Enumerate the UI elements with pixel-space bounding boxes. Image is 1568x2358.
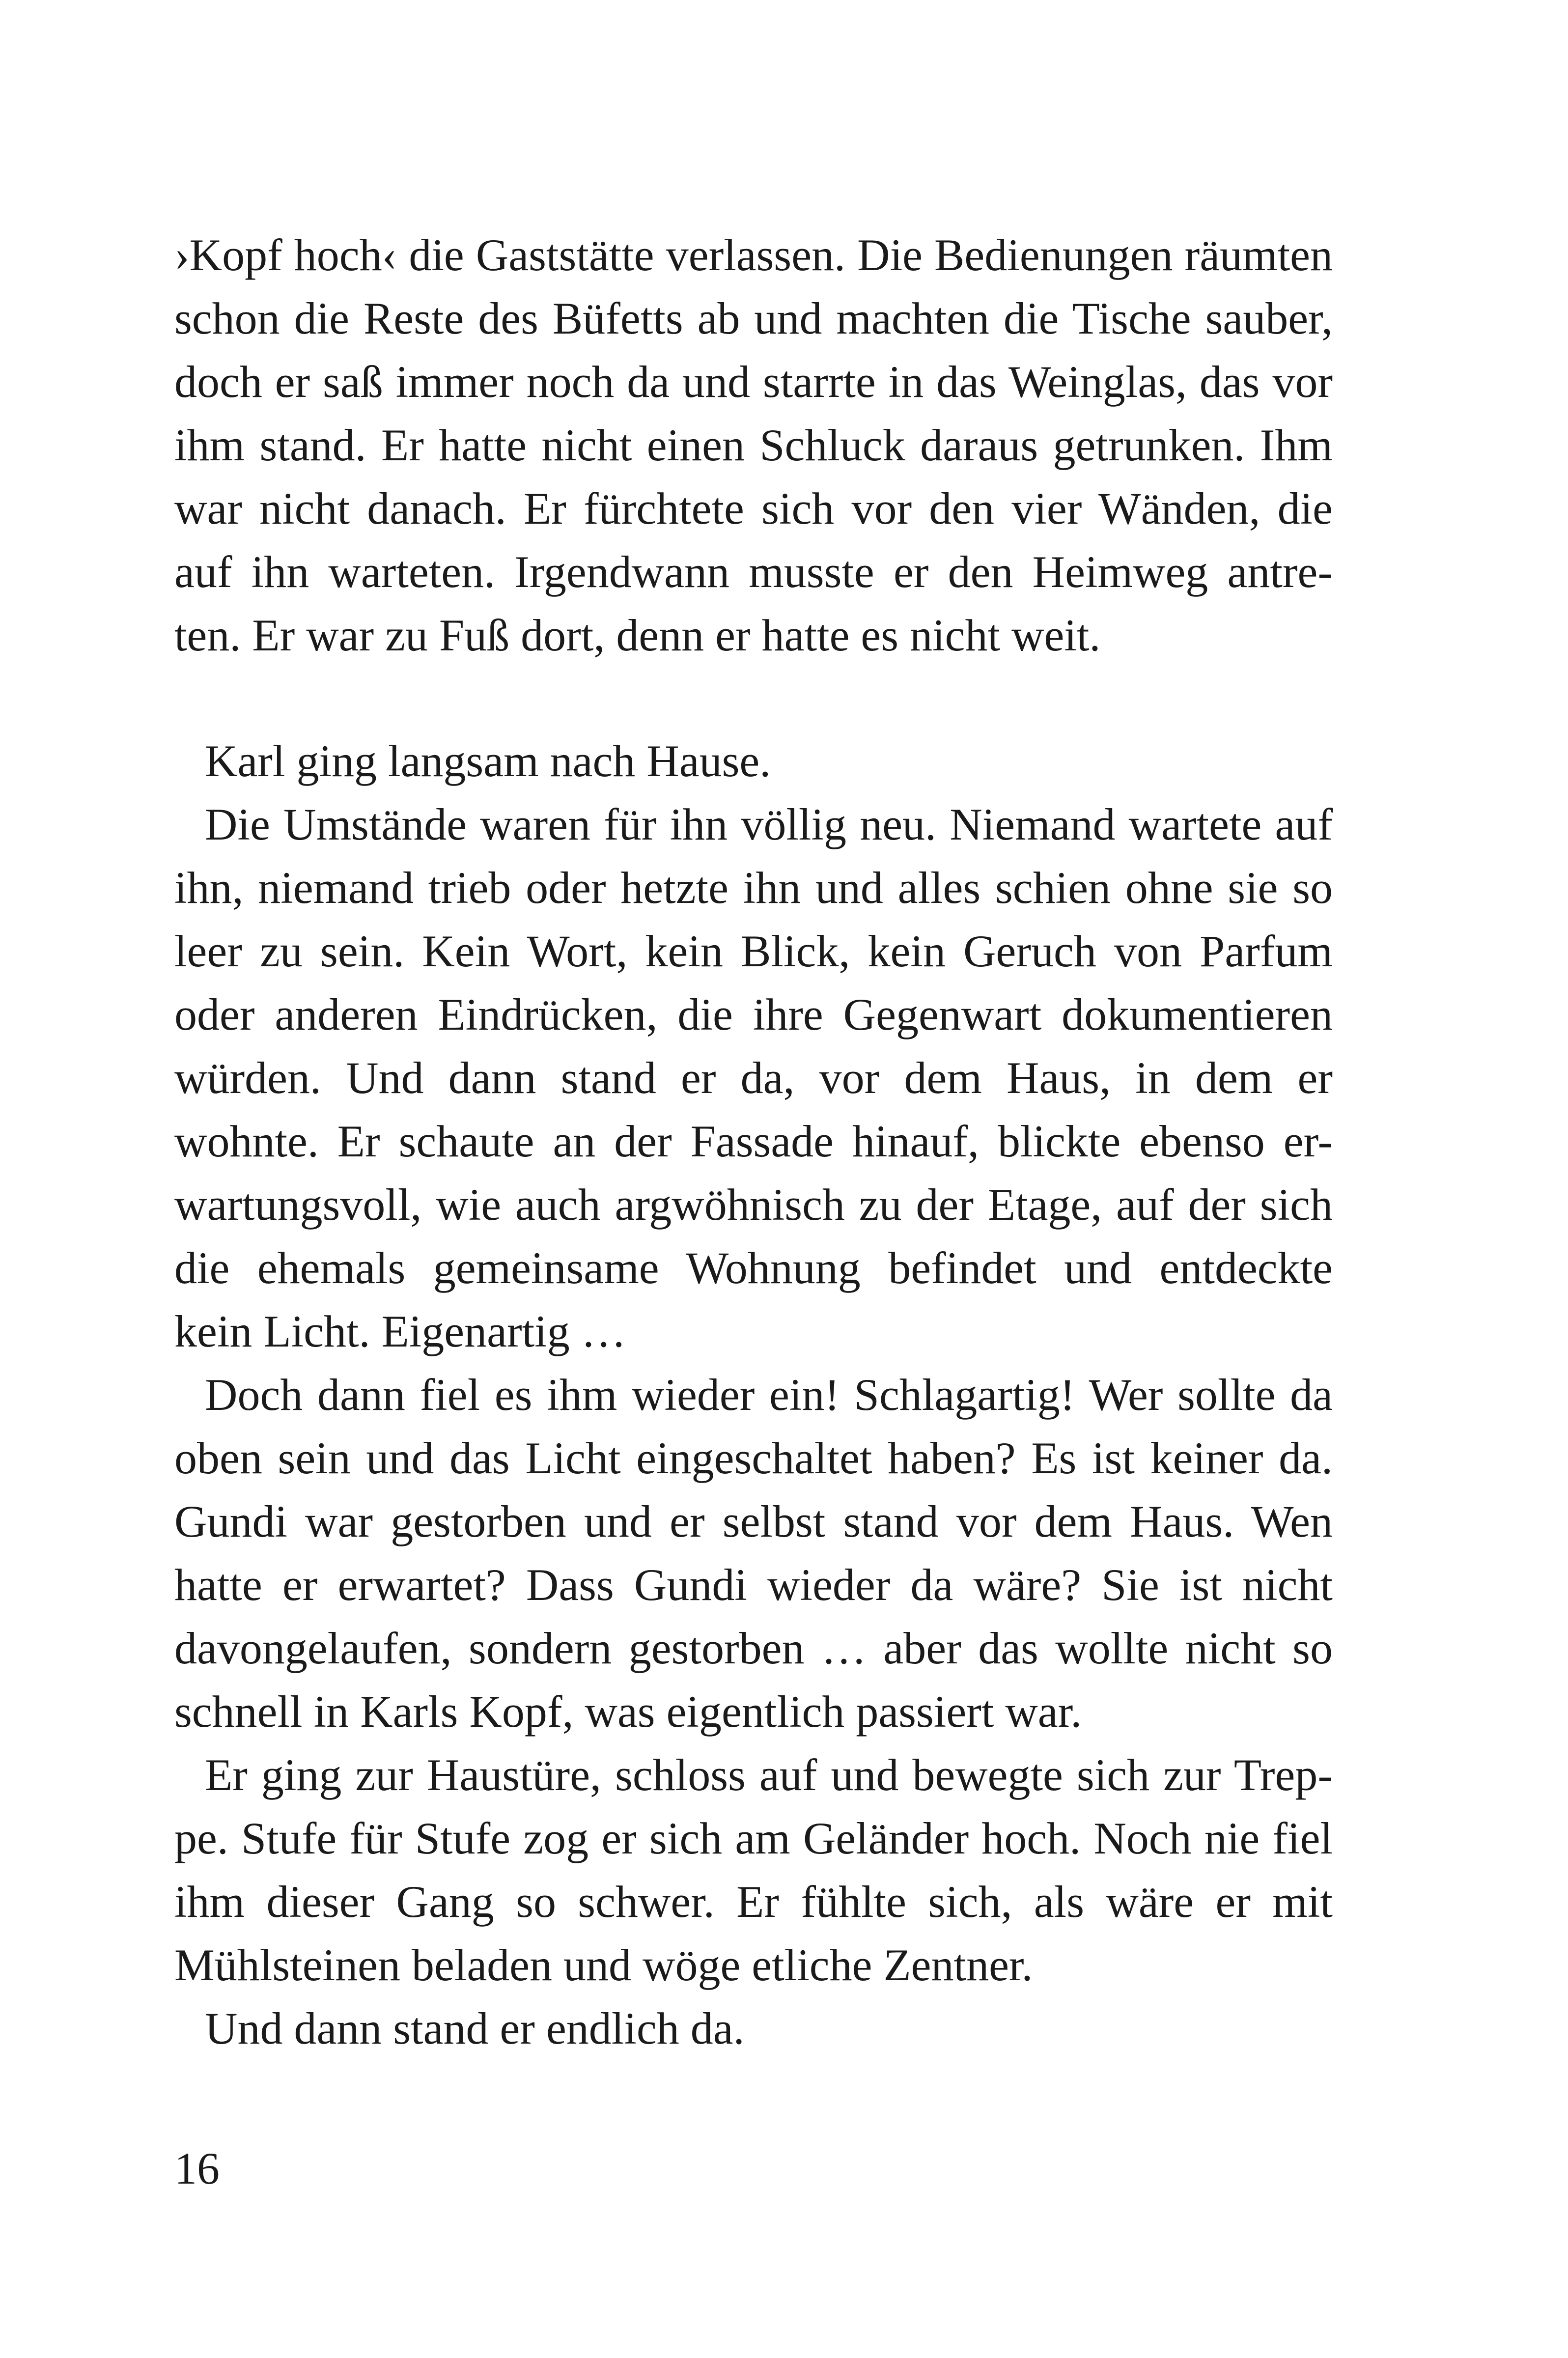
text-line: Und dann stand er endlich da. bbox=[205, 2003, 745, 2053]
text-line: Doch dann fiel es ihm wieder ein! Schlagartig! Wer sollte da bbox=[205, 1370, 1333, 1420]
text-line: Mühlsteinen beladen und wöge etliche Zentner. bbox=[174, 1940, 1033, 1990]
text-line: pe. Stufe für Stufe zog er sich am Geländer hoch. Noch nie fiel bbox=[174, 1813, 1333, 1863]
paragraph-gaststaette bbox=[174, 224, 1333, 667]
text-line: ihm stand. Er hatte nicht einen Schluck daraus getrunken. Ihm bbox=[174, 420, 1333, 470]
text-line: würden. Und dann stand er da, vor dem Haus, in dem er bbox=[174, 1053, 1333, 1103]
text-line: die ehemals gemeinsame Wohnung befindet und entdeckte bbox=[174, 1243, 1333, 1293]
text-line: oder anderen Eindrücken, die ihre Gegenwart dokumentieren bbox=[174, 989, 1333, 1039]
text-line: Die Umstände waren für ihn völlig neu. Niemand wartete auf bbox=[205, 799, 1333, 849]
text-line: schnell in Karls Kopf, was eigentlich passiert war. bbox=[174, 1686, 1082, 1737]
text-line: ten. Er war zu Fuß dort, denn er hatte es nicht weit. bbox=[174, 610, 1101, 660]
text-line: oben sein und das Licht eingeschaltet haben? Es ist keiner da. bbox=[174, 1433, 1333, 1483]
page-number: 16 bbox=[174, 2143, 220, 2193]
text-line: schon die Reste des Büfetts ab und machten die Tische sauber, bbox=[174, 293, 1333, 343]
text-line: davongelaufen, sondern gestorben … aber das wollte nicht so bbox=[174, 1623, 1333, 1673]
text-line: hatte er erwartet? Dass Gundi wieder da wäre? Sie ist nicht bbox=[174, 1560, 1333, 1610]
text-line: kein Licht. Eigenartig … bbox=[174, 1306, 626, 1356]
text-line: ›Kopf hoch‹ die Gaststätte verlassen. Die Bedienungen räumten bbox=[174, 230, 1333, 280]
text-line: doch er saß immer noch da und starrte in das Weinglas, das vor bbox=[174, 357, 1333, 407]
section-karl-ging-nach-hause bbox=[174, 730, 1333, 2060]
text-line: wartungsvoll, wie auch argwöhnisch zu der Etage, auf der sich bbox=[174, 1179, 1333, 1230]
text-line: war nicht danach. Er fürchtete sich vor den vier Wänden, die bbox=[174, 483, 1333, 533]
text-line: Er ging zur Haustüre, schloss auf und bewegte sich zur Trep- bbox=[205, 1750, 1333, 1800]
text-line: ihn, niemand trieb oder hetzte ihn und alles schien ohne sie so bbox=[174, 863, 1333, 913]
text-line: Karl ging langsam nach Hause. bbox=[205, 736, 771, 786]
text-line: ihm dieser Gang so schwer. Er fühlte sich, als wäre er mit bbox=[174, 1877, 1333, 1927]
text-line: Gundi war gestorben und er selbst stand vor dem Haus. Wen bbox=[174, 1496, 1333, 1546]
text-line: leer zu sein. Kein Wort, kein Blick, kein Geruch von Parfum bbox=[174, 926, 1333, 976]
text-line: wohnte. Er schaute an der Fassade hinauf, blickte ebenso er- bbox=[174, 1116, 1333, 1166]
text-line: auf ihn warteten. Irgendwann musste er den Heimweg antre- bbox=[174, 547, 1333, 597]
